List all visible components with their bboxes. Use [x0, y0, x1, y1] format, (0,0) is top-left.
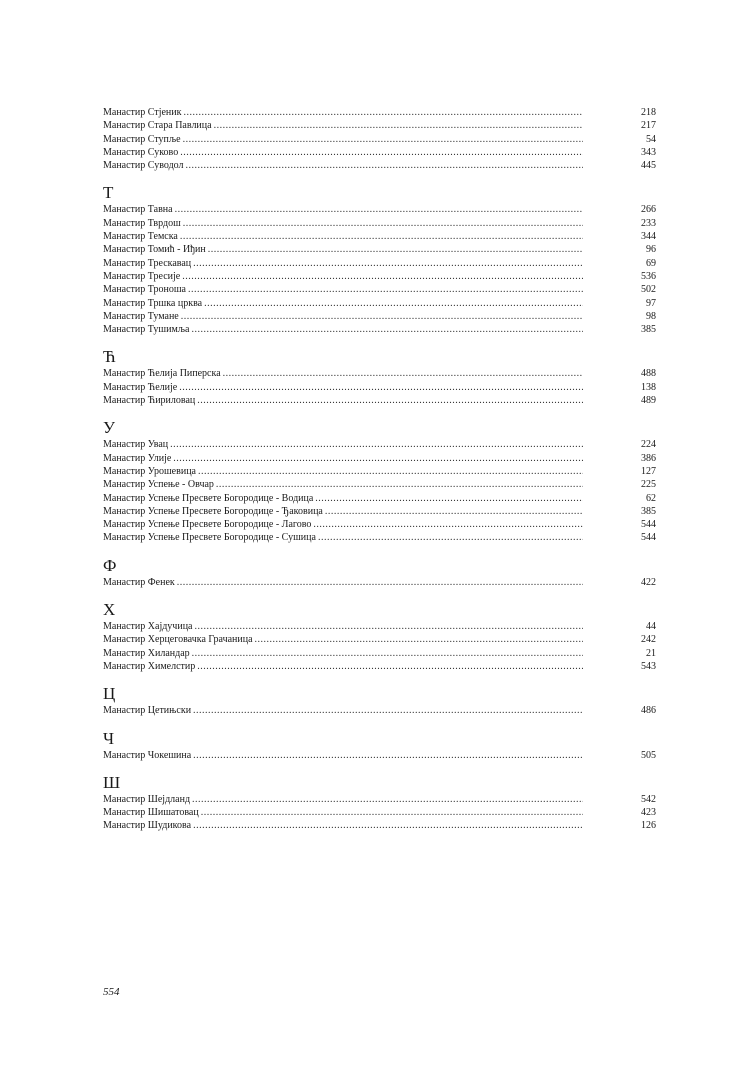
entry-page: 266 [641, 204, 656, 216]
entry-page: 544 [641, 519, 656, 531]
entry-page: 69 [646, 257, 656, 269]
entry-page: 233 [641, 217, 656, 229]
section-letter-heading: Ч [103, 728, 115, 748]
index-entry [103, 367, 656, 380]
entry-name: Манастир Шишатовац [103, 807, 199, 819]
index-section [103, 729, 656, 762]
entry-page: 505 [641, 749, 656, 761]
entry-page: 542 [641, 793, 656, 805]
index-entry [103, 633, 656, 646]
entry-name: Манастир Стјеник [103, 107, 182, 118]
index-section [103, 684, 656, 717]
dot-leader [182, 270, 583, 283]
entry-name: Манастир Успење Пресвете Богородице - Сушица [103, 532, 316, 544]
entry-name: Манастир Стара Павлица [103, 120, 212, 132]
dot-leader [175, 203, 583, 216]
dot-leader [208, 243, 583, 256]
entry-name: Манастир Фенек [103, 576, 175, 588]
section-letter-heading: Ћ [103, 347, 116, 367]
index-entry [103, 310, 656, 323]
entry-page: 225 [641, 479, 656, 491]
dot-leader [255, 633, 583, 646]
index-section [103, 418, 656, 544]
index-section [103, 773, 656, 833]
section-letter-heading: У [103, 418, 116, 438]
entry-name: Манастир Чокешина [103, 749, 192, 761]
index-entry [103, 323, 656, 336]
dot-leader [216, 478, 583, 491]
index-entry [103, 119, 656, 132]
index-entry [103, 106, 656, 119]
dot-leader [223, 367, 583, 380]
entry-page: 62 [646, 492, 656, 504]
index-entry [103, 381, 656, 394]
dot-leader [315, 492, 583, 505]
entry-page: 138 [641, 381, 656, 393]
entry-page: 385 [641, 324, 656, 336]
entry-name: Манастир Хиландар [103, 647, 190, 659]
index-entry [103, 270, 656, 283]
entry-page: 489 [641, 395, 656, 407]
index-entry [103, 819, 656, 832]
index-entry [103, 146, 656, 159]
entry-name: Манастир Ћириловац [103, 395, 196, 407]
section-letter-heading: Х [103, 600, 116, 620]
dot-leader [198, 465, 583, 478]
dot-leader [192, 793, 583, 806]
dot-leader [177, 576, 583, 589]
dot-leader [191, 323, 583, 336]
entry-page: 423 [641, 807, 656, 819]
index-entry [103, 806, 656, 819]
entry-page: 385 [641, 505, 656, 517]
entry-name: Манастир Успење - Овчар [103, 479, 214, 491]
index-entry [103, 243, 656, 256]
entry-name: Манастир Тврдош [103, 217, 181, 229]
index-entry [103, 749, 656, 762]
index-entry [103, 704, 656, 717]
index-list [103, 106, 656, 844]
index-entry [103, 257, 656, 270]
entry-page: 544 [641, 532, 656, 544]
index-entry [103, 283, 656, 296]
entry-page: 97 [646, 297, 656, 309]
entry-name: Манастир Суводол [103, 160, 184, 172]
index-section [103, 347, 656, 407]
entry-name: Манастир Тумане [103, 310, 179, 322]
dot-leader [192, 647, 583, 660]
entry-page: 21 [646, 647, 656, 659]
section-letter-heading: Т [103, 183, 114, 203]
index-section [103, 183, 656, 336]
entry-name: Манастир Тавна [103, 204, 173, 216]
entry-page: 344 [641, 231, 656, 243]
index-entry [103, 492, 656, 505]
index-section [103, 600, 656, 673]
index-entry [103, 465, 656, 478]
dot-leader [183, 133, 583, 146]
index-section [103, 106, 656, 172]
dot-leader [318, 531, 583, 544]
dot-leader [183, 217, 583, 230]
entry-page: 445 [641, 160, 656, 172]
entry-page: 54 [646, 133, 656, 145]
section-letter-heading: Ф [103, 555, 117, 575]
dot-leader [186, 159, 583, 172]
entry-name: Манастир Успење Пресвете Богородице - Ђаковица [103, 505, 323, 517]
index-section [103, 556, 656, 589]
entry-page: 98 [646, 310, 656, 322]
entry-name: Манастир Ћелија Пиперска [103, 368, 221, 380]
entry-page: 502 [641, 284, 656, 296]
dot-leader [194, 620, 583, 633]
entry-page: 543 [641, 660, 656, 672]
index-entry [103, 478, 656, 491]
index-entry [103, 518, 656, 531]
index-entry [103, 647, 656, 660]
entry-name: Манастир Троноша [103, 284, 186, 296]
entry-name: Манастир Цетињски [103, 705, 192, 717]
entry-page: 127 [641, 465, 656, 477]
dot-leader [313, 518, 583, 531]
dot-leader [193, 257, 583, 270]
dot-leader [173, 452, 583, 465]
index-entry [103, 159, 656, 172]
index-entry [103, 452, 656, 465]
entry-name: Манастир Томић - Иђин [103, 244, 206, 256]
dot-leader [214, 119, 583, 132]
entry-name: Манастир Увац [103, 439, 169, 451]
dot-leader [180, 230, 583, 243]
index-entry [103, 505, 656, 518]
index-entry [103, 394, 656, 407]
entry-name: Манастир Ћелије [103, 381, 178, 393]
dot-leader [201, 806, 583, 819]
entry-name: Манастир Хајдучица [103, 621, 193, 633]
dot-leader [180, 146, 583, 159]
entry-name: Манастир Тршка црква [103, 297, 203, 309]
entry-page: 422 [641, 576, 656, 588]
entry-name: Манастир Трескавац [103, 257, 192, 269]
entry-name: Манастир Успење Пресвете Богородице - Водица [103, 492, 314, 504]
dot-leader [197, 660, 583, 673]
dot-leader [179, 381, 583, 394]
dot-leader [181, 310, 583, 323]
entry-name: Манастир Шудикова [103, 820, 192, 832]
entry-name: Манастир Тушимља [103, 324, 190, 336]
entry-name: Манастир Тресије [103, 270, 181, 282]
dot-leader [193, 704, 583, 717]
entry-page: 386 [641, 452, 656, 464]
entry-name: Манастир Химелстир [103, 660, 196, 672]
index-entry [103, 793, 656, 806]
dot-leader [183, 106, 583, 119]
index-entry [103, 576, 656, 589]
entry-name: Манастир Херцеговачка Грачаница [103, 634, 253, 646]
entry-page: 488 [641, 368, 656, 380]
index-entry [103, 531, 656, 544]
dot-leader [193, 819, 583, 832]
dot-leader [188, 283, 583, 296]
entry-name: Манастир Успење Пресвете Богородице - Лагово [103, 519, 312, 531]
entry-name: Манастир Темска [103, 231, 178, 243]
page-number: 554 [103, 986, 120, 998]
entry-name: Манастир Ступље [103, 133, 181, 145]
dot-leader [170, 438, 583, 451]
entry-page: 217 [641, 120, 656, 132]
dot-leader [325, 505, 583, 518]
section-letter-heading: Ц [103, 684, 116, 704]
entry-page: 44 [646, 621, 656, 633]
section-letter-heading: Ш [103, 772, 121, 792]
index-entry [103, 203, 656, 216]
index-entry [103, 230, 656, 243]
entry-page: 224 [641, 439, 656, 451]
index-entry [103, 438, 656, 451]
entry-page: 343 [641, 146, 656, 158]
entry-name: Манастир Шејдланд [103, 793, 191, 805]
entry-page: 242 [641, 634, 656, 646]
index-entry [103, 217, 656, 230]
entry-page: 218 [641, 107, 656, 118]
entry-page: 126 [641, 820, 656, 832]
dot-leader [197, 394, 583, 407]
index-entry [103, 297, 656, 310]
entry-page: 96 [646, 244, 656, 256]
entry-page: 486 [641, 705, 656, 717]
entry-name: Манастир Урошевица [103, 465, 196, 477]
index-entry [103, 660, 656, 673]
dot-leader [204, 297, 583, 310]
entry-page: 536 [641, 270, 656, 282]
index-entry [103, 620, 656, 633]
entry-name: Манастир Суково [103, 146, 179, 158]
dot-leader [193, 749, 583, 762]
entry-name: Манастир Улије [103, 452, 172, 464]
index-entry [103, 133, 656, 146]
